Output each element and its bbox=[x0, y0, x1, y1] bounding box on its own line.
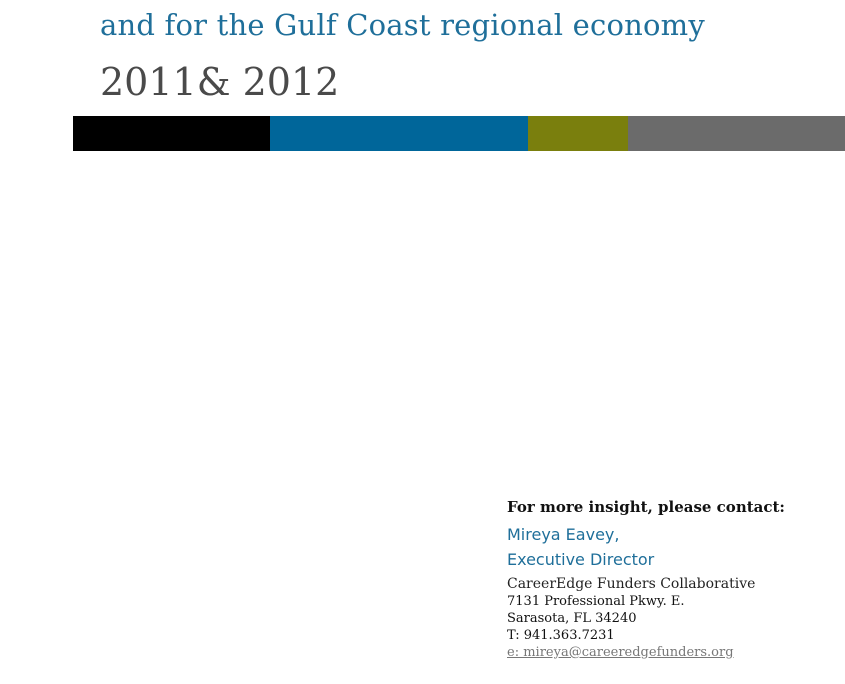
contact-organization: CareerEdge Funders Collaborative bbox=[507, 576, 756, 592]
contact-address-line2: Sarasota, FL 34240 bbox=[507, 611, 637, 626]
color-band bbox=[73, 116, 845, 151]
contact-heading: For more insight, please contact: bbox=[507, 498, 785, 516]
contact-email-link[interactable]: e: mireya@careeredgefunders.org bbox=[507, 645, 734, 660]
report-years: 2011& 2012 bbox=[100, 60, 340, 104]
contact-name: Mireya Eavey, bbox=[507, 525, 620, 544]
band-segment-blue bbox=[270, 116, 528, 151]
band-segment-gray bbox=[628, 116, 845, 151]
contact-role: Executive Director bbox=[507, 550, 655, 569]
band-segment-olive bbox=[528, 116, 628, 151]
report-title: and for the Gulf Coast regional economy bbox=[100, 8, 705, 42]
contact-block bbox=[507, 498, 827, 661]
contact-phone: T: 941.363.7231 bbox=[507, 628, 615, 643]
contact-address-line1: 7131 Professional Pkwy. E. bbox=[507, 594, 685, 609]
band-segment-black bbox=[73, 116, 270, 151]
